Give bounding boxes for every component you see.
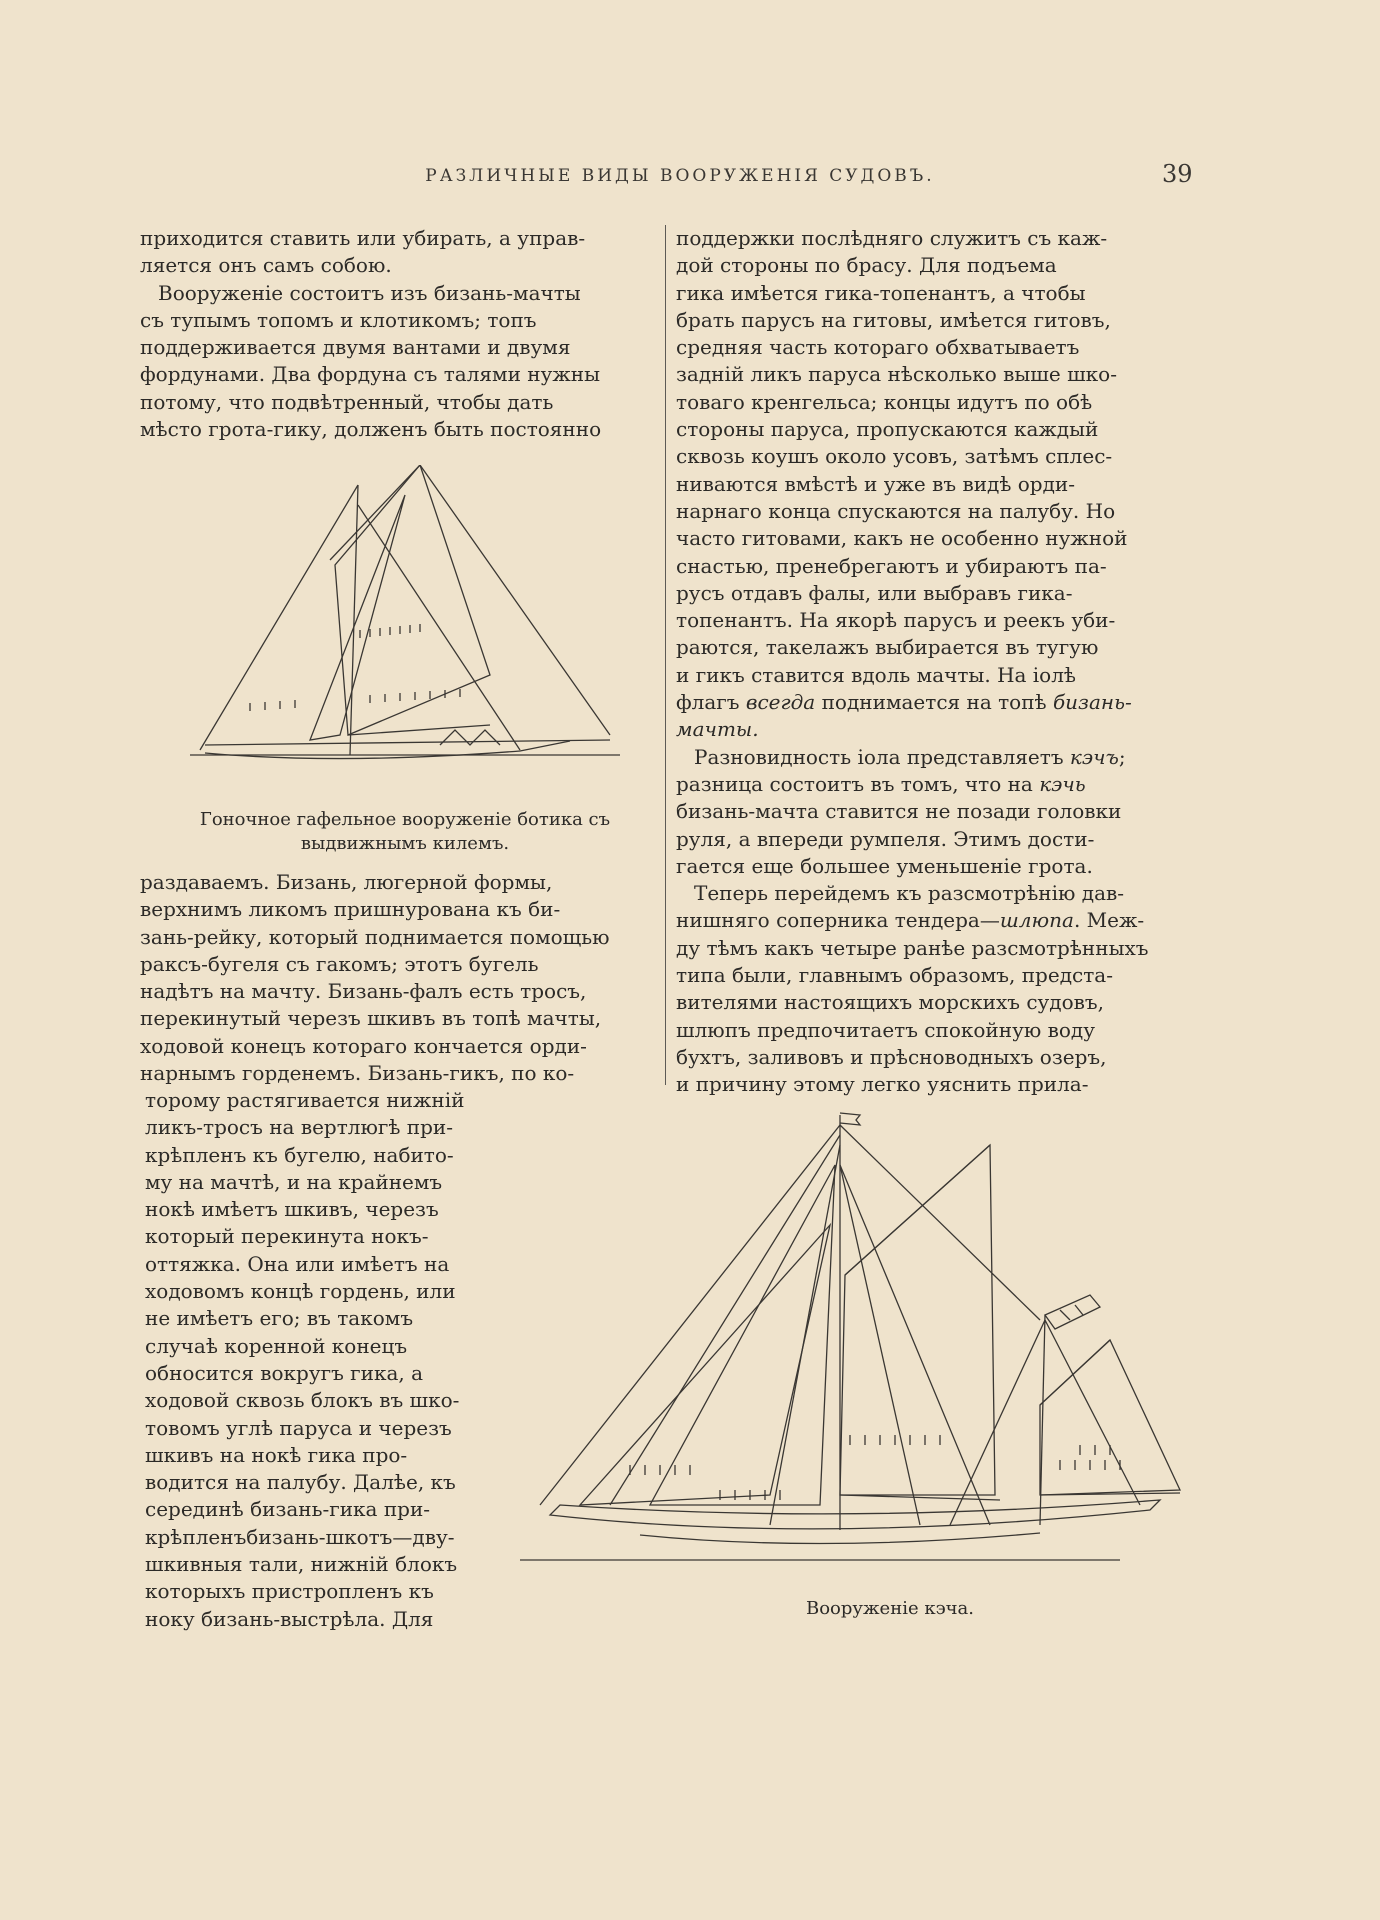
text-line: мѣсто грота-гику, долженъ быть постоянно — [140, 417, 602, 442]
text-segment: Разновидность іола представляетъ — [694, 744, 1070, 769]
text-line: ляется онъ самъ собою. — [140, 253, 392, 278]
text-line: верхнимъ ликомъ пришнурована къ би- — [140, 897, 561, 922]
text-segment: поднимается на топѣ — [815, 690, 1053, 715]
text-segment: . Меж- — [1073, 908, 1145, 933]
text-line: задній ликъ паруса нѣсколько выше шко- — [676, 362, 1117, 387]
text-line: вителями настоящихъ морскихъ судовъ, — [676, 990, 1104, 1015]
gaff-rig-boat-illustration — [190, 465, 630, 775]
text-line — [676, 907, 1196, 934]
text-line: раксъ-бугеля съ гакомъ; этотъ бугель — [140, 951, 539, 976]
text-line: раздаваемъ. Бизань, люгерной формы, — [140, 870, 553, 894]
text-line — [676, 716, 1196, 743]
text-line: и причину этому легко уяснить прила- — [676, 1072, 1089, 1097]
text-line: зань-рейку, который поднимается помощью — [140, 924, 610, 949]
right-column-text — [676, 225, 1196, 1099]
text-line: Теперь перейдемъ къ разсмотрѣнію дав- — [694, 881, 1125, 906]
text-line: серединѣ бизань-гика при- — [145, 1497, 431, 1522]
text-line: крѣпленъ къ бугелю, набито- — [145, 1142, 454, 1167]
running-title: РАЗЛИЧНЫЕ ВИДЫ ВООРУЖЕНІЯ СУДОВЪ. — [425, 166, 935, 186]
ketch-rig-illustration — [520, 1105, 1190, 1565]
text-line: ликъ-тросъ на вертлюгѣ при- — [145, 1115, 454, 1140]
page-number: 39 — [1162, 160, 1193, 188]
text-line: поддержки послѣдняго служитъ съ каж- — [676, 226, 1108, 250]
italic-term: всегда — [745, 690, 816, 715]
text-line: топенантъ. На якорѣ парусъ и реекъ уби- — [676, 608, 1116, 633]
text-line: шкивныя тали, нижній блокъ — [145, 1552, 458, 1577]
text-line: нарнаго конца спускаются на палубу. Но — [676, 498, 1116, 523]
text-line: ходовой сквозь блокъ въ шко- — [145, 1388, 460, 1413]
text-line: надѣтъ на мачту. Бизань-фалъ есть тросъ, — [140, 979, 587, 1004]
text-line: часто гитовами, какъ не особенно нужной — [676, 526, 1128, 551]
text-line: раются, такелажъ выбирается въ тугую — [676, 635, 1099, 660]
text-segment: разница состоитъ въ томъ, что на — [676, 771, 1040, 796]
text-line: дой стороны по брасу. Для подъема — [676, 253, 1057, 278]
left-column-middle-text — [140, 869, 660, 1087]
text-line: стороны паруса, пропускаются каждый — [676, 417, 1099, 442]
text-line: Вооруженіе состоитъ изъ бизань-мачты — [158, 280, 581, 305]
text-line: водится на палубу. Далѣе, къ — [145, 1470, 456, 1495]
left-column-narrow-text — [145, 1087, 505, 1633]
text-line: фордунами. Два фордуна съ талями нужны — [140, 362, 601, 387]
left-column-top-text — [140, 225, 660, 443]
text-line: брать парусъ на гитовы, имѣется гитовъ, — [676, 307, 1111, 332]
text-line: руля, а впереди румпеля. Этимъ дости- — [676, 826, 1095, 851]
text-segment: нишняго соперника тендера— — [676, 908, 1000, 933]
column-divider — [665, 225, 666, 1085]
text-line: торому растягивается нижній — [145, 1088, 465, 1112]
text-line — [676, 771, 1196, 798]
text-line: ниваются вмѣстѣ и уже въ видѣ орди- — [676, 471, 1076, 496]
text-segment: флагъ — [676, 690, 746, 715]
text-line: типа были, главнымъ образомъ, предста- — [676, 963, 1113, 988]
text-line: оттяжка. Она или имѣетъ на — [145, 1251, 450, 1276]
text-line: средняя часть котораго обхватываетъ — [676, 335, 1080, 360]
text-line: товомъ углѣ паруса и черезъ — [145, 1415, 452, 1440]
text-line: обносится вокругъ гика, а — [145, 1360, 424, 1385]
caption-line: Гоночное гафельное вооруженіе ботика съ — [199, 809, 611, 830]
text-line — [676, 744, 1196, 771]
text-line: потому, что подвѣтренный, чтобы дать — [140, 389, 554, 414]
text-line: съ тупымъ топомъ и клотикомъ; топъ — [140, 307, 537, 332]
text-line: сквозь коушъ около усовъ, затѣмъ сплес- — [676, 444, 1113, 469]
text-line: ду тѣмъ какъ четыре ранѣе разсмотрѣнныхъ — [676, 935, 1149, 960]
text-line: случаѣ коренной конецъ — [145, 1333, 408, 1358]
text-line: поддерживается двумя вантами и двумя — [140, 335, 571, 360]
text-line: гается еще большее уменьшеніе грота. — [676, 853, 1093, 878]
italic-term: мачты. — [676, 717, 759, 742]
caption-line: выдвижнымъ килемъ. — [300, 833, 510, 854]
text-line — [676, 689, 1196, 716]
text-line: гика имѣется гика-топенантъ, а чтобы — [676, 280, 1086, 305]
text-segment: ; — [1118, 744, 1126, 769]
text-line: которыхъ пристропленъ къ — [145, 1579, 434, 1604]
text-line: который перекинута нокъ- — [145, 1224, 429, 1249]
text-line: шлюпъ предпочитаетъ спокойную воду — [676, 1017, 1095, 1042]
figure-1-caption — [150, 808, 660, 856]
text-line: бизань-мачта ставится не позади головки — [676, 799, 1122, 824]
italic-term: кэчъ — [1069, 744, 1119, 769]
italic-term: бизань- — [1052, 690, 1132, 715]
text-line: нокѣ имѣетъ шкивъ, черезъ — [145, 1197, 439, 1222]
text-line: крѣпленъбизань-шкотъ—дву- — [145, 1524, 455, 1549]
text-line: бухтъ, заливовъ и прѣсноводныхъ озеръ, — [676, 1044, 1107, 1069]
text-line: ходовой конецъ котораго кончается орди- — [140, 1033, 587, 1058]
text-line: и гикъ ставится вдоль мачты. На іолѣ — [676, 662, 1076, 687]
figure-2-caption: Вооруженіе кэча. — [805, 1598, 975, 1619]
text-line: товаго кренгельса; концы идутъ по обѣ — [676, 389, 1093, 414]
text-line: ходовомъ концѣ гордень, или — [145, 1279, 456, 1304]
italic-term: шлюпа — [999, 908, 1074, 933]
text-line: му на мачтѣ, и на крайнемъ — [145, 1169, 443, 1194]
text-line: перекинутый черезъ шкивъ въ топѣ мачты, — [140, 1006, 602, 1031]
text-line: русъ отдавъ фалы, или выбравъ гика- — [676, 580, 1073, 605]
text-line: снастью, пренебрегаютъ и убираютъ па- — [676, 553, 1107, 578]
text-line: шкивъ на нокѣ гика про- — [145, 1442, 408, 1467]
text-line: приходится ставить или убирать, а управ- — [140, 226, 586, 250]
text-line: нарнымъ горденемъ. Бизань-гикъ, по ко- — [140, 1061, 575, 1086]
text-line: ноку бизань-выстрѣла. Для — [145, 1606, 434, 1631]
text-line: не имѣетъ его; въ такомъ — [145, 1306, 414, 1331]
italic-term: кэчь — [1039, 771, 1086, 796]
